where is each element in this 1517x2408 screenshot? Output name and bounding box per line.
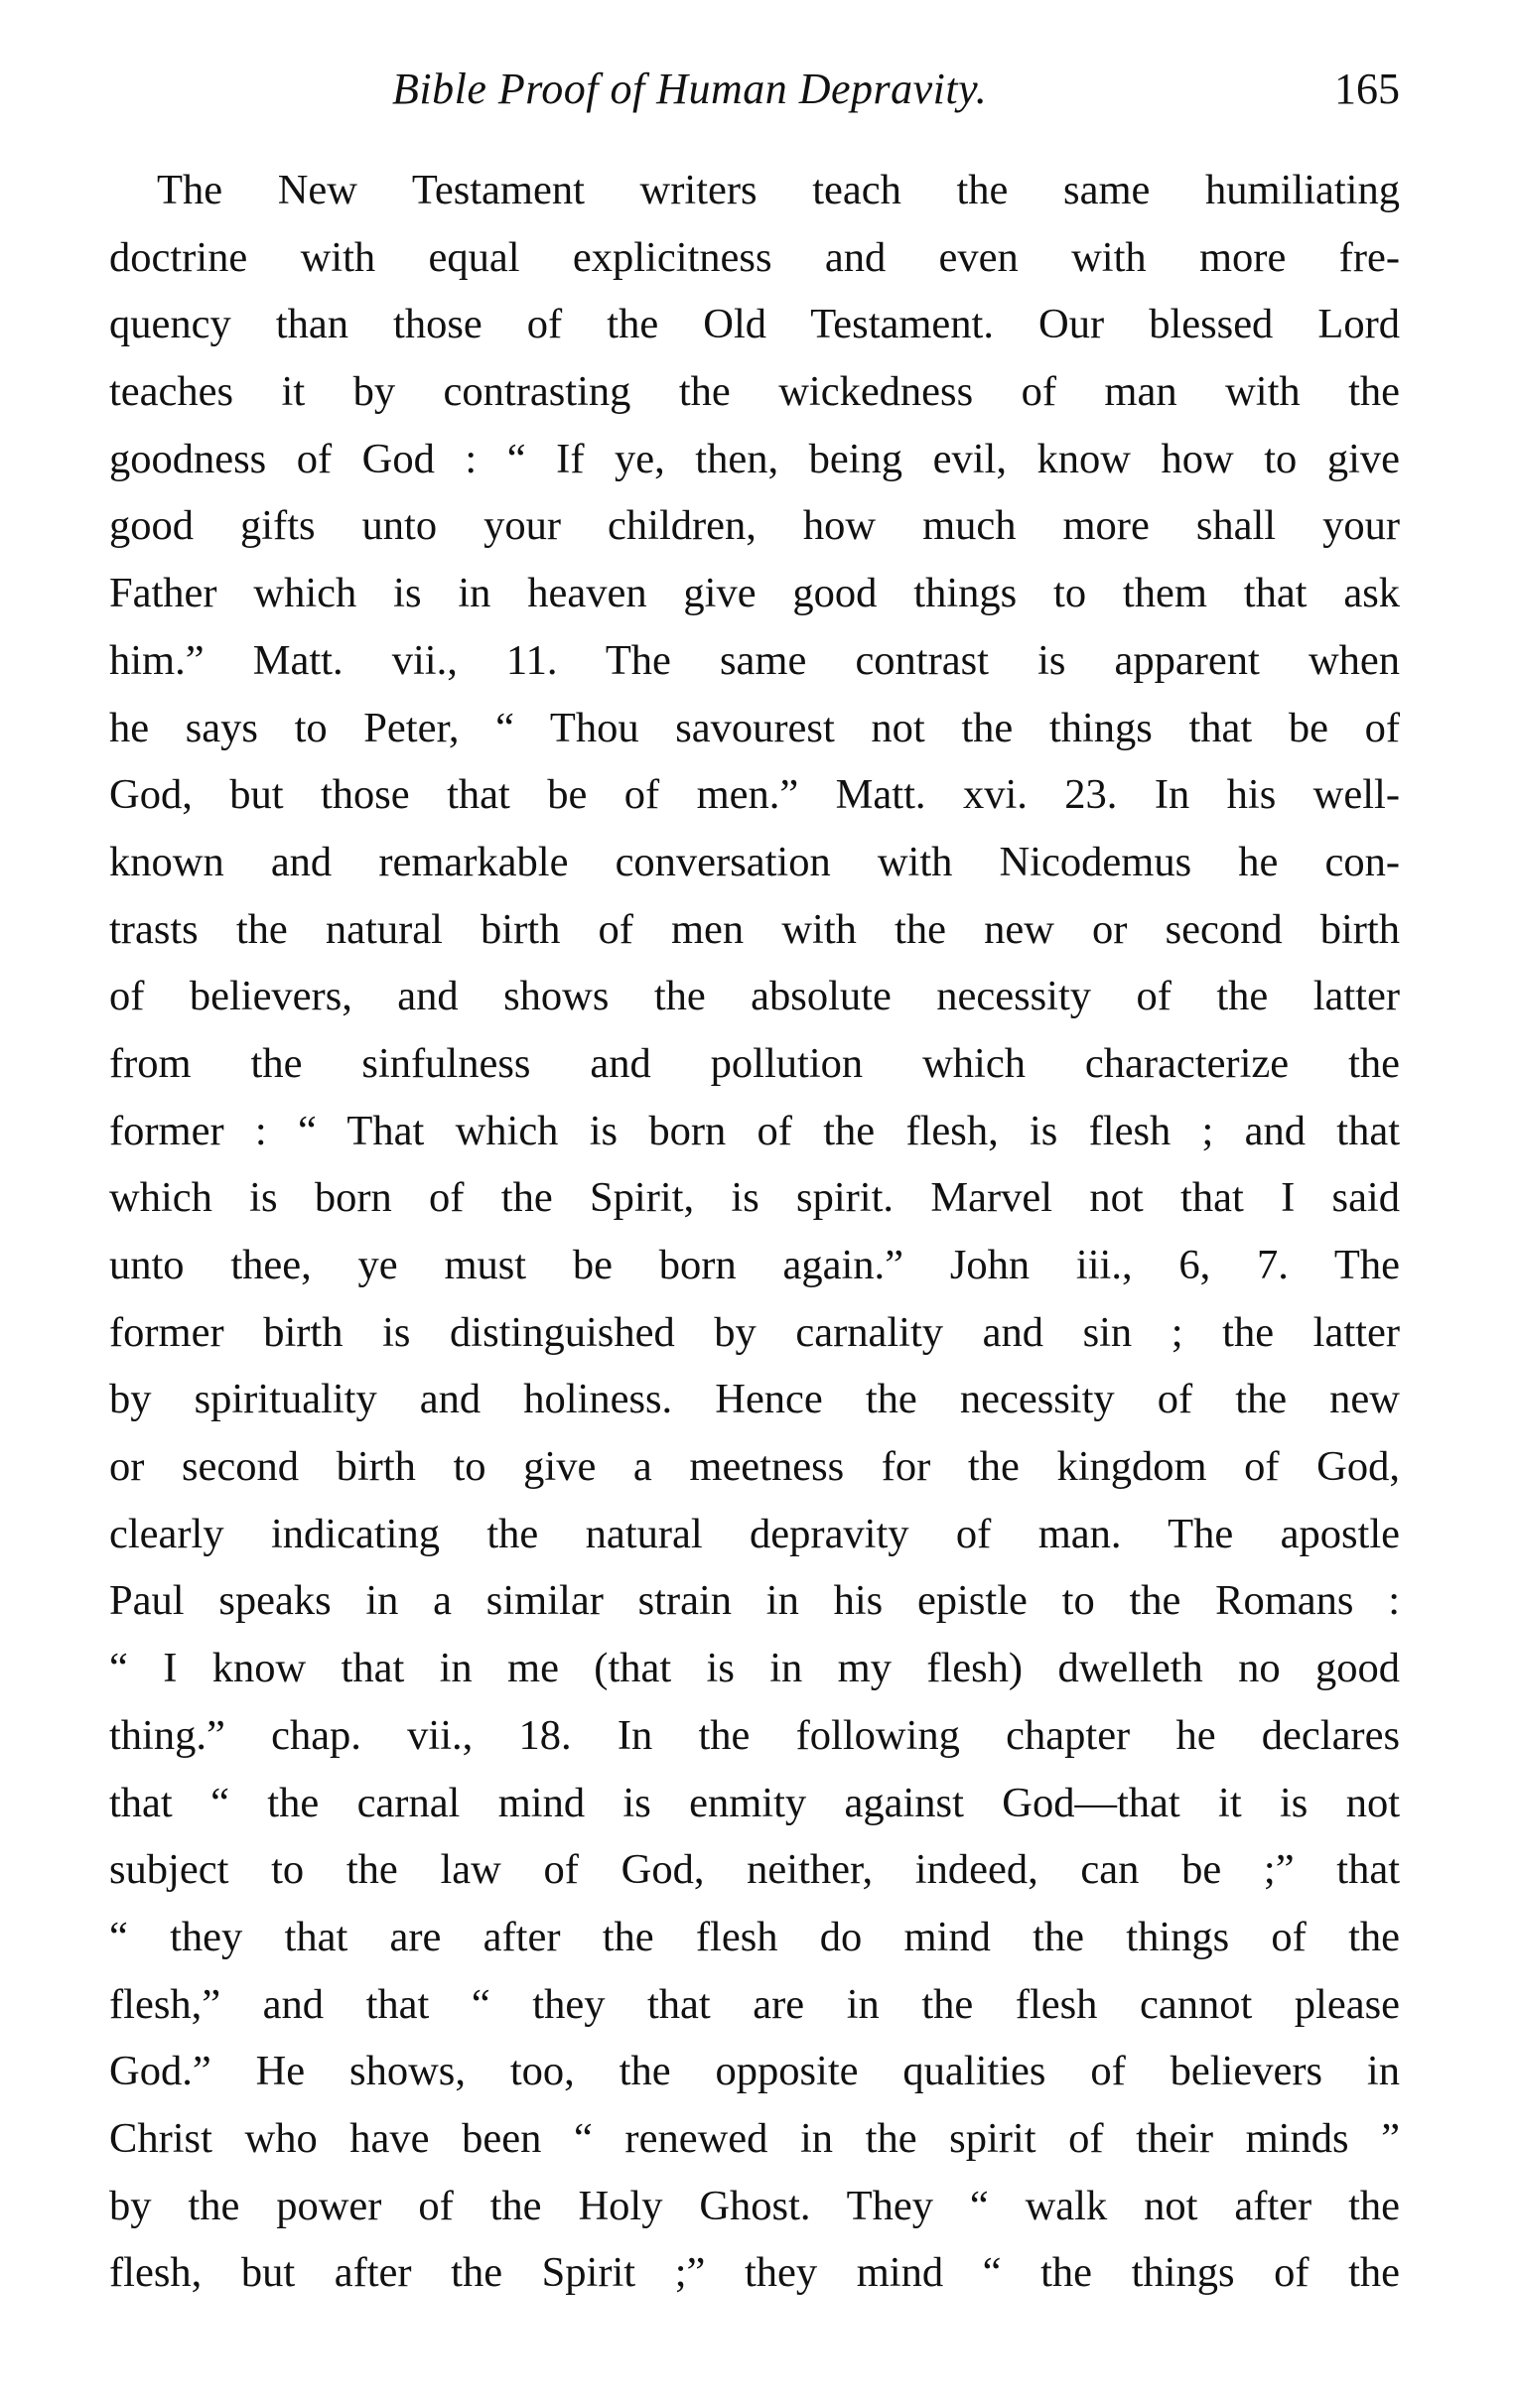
text-line: trasts the natural birth of men with the new or second birth xyxy=(109,905,1400,953)
text-line: “ they that are after the flesh do mind the things of the xyxy=(109,1913,1400,1960)
text-line: which is born of the Spirit, is spirit. Marvel not that I said xyxy=(109,1174,1400,1222)
text-line: Paul speaks in a similar strain in his epistle to the Romans : xyxy=(109,1577,1400,1625)
text-line: flesh, but after the Spirit ;” they mind “ the things of the xyxy=(109,2249,1400,2297)
text-line: thing.” chap. vii., 18. In the following chapter he declares xyxy=(109,1711,1400,1759)
text-line: “ I know that in me (that is in my flesh) dwelleth no good xyxy=(109,1645,1400,1692)
running-head xyxy=(109,55,1400,124)
text-line: known and remarkable conversation with Nicodemus he con- xyxy=(109,838,1400,885)
page-number: 165 xyxy=(1334,65,1400,113)
text-line: goodness of God : “ If ye, then, being evil, know how to give xyxy=(109,435,1400,482)
text-line: good gifts unto your children, how much more shall your xyxy=(109,502,1400,550)
text-line: him.” Matt. vii., 11. The same contrast is apparent when xyxy=(109,636,1400,684)
text-line: of believers, and shows the absolute necessity of the latter xyxy=(109,973,1400,1020)
text-line: God.” He shows, too, the opposite qualities of believers in xyxy=(109,2048,1400,2095)
text-line: clearly indicating the natural depravity of man. The apostle xyxy=(109,1510,1400,1557)
text-line: by spirituality and holiness. Hence the necessity of the new xyxy=(109,1376,1400,1423)
text-line: flesh,” and that “ they that are in the flesh cannot please xyxy=(109,1980,1400,2028)
text-line: doctrine with equal explicitness and even with more fre- xyxy=(109,233,1400,281)
text-line: that “ the carnal mind is enmity against God—that it is not xyxy=(109,1779,1400,1826)
text-line: unto thee, ye must be born again.” John iii., 6, 7. The xyxy=(109,1242,1400,1288)
text-line: subject to the law of God, neither, indeed, can be ;” that xyxy=(109,1846,1400,1894)
text-line: former : “ That which is born of the flesh, is flesh ; and that xyxy=(109,1107,1400,1154)
text-line: or second birth to give a meetness for the kingdom of God, xyxy=(109,1443,1400,1491)
text-line: Christ who have been “ renewed in the spirit of their minds ” xyxy=(109,2114,1400,2162)
text-line: The New Testament writers teach the same humiliating xyxy=(157,167,1400,213)
text-line: from the sinfulness and pollution which characterize the xyxy=(109,1039,1400,1087)
text-line: former birth is distinguished by carnality and sin ; the latter xyxy=(109,1308,1400,1356)
text-line: quency than those of the Old Testament. Our blessed Lord xyxy=(109,301,1400,348)
text-line: by the power of the Holy Ghost. They “ walk not after the xyxy=(109,2182,1400,2229)
running-title: Bible Proof of Human Depravity. xyxy=(392,65,988,113)
text-line: Father which is in heaven give good things to them that ask xyxy=(109,570,1400,617)
text-line: teaches it by contrasting the wickedness of man with the xyxy=(109,368,1400,416)
text-line: he says to Peter, “ Thou savourest not the things that be of xyxy=(109,704,1400,751)
body-paragraph xyxy=(109,157,1400,2307)
text-line: God, but those that be of men.” Matt. xvi. 23. In his well- xyxy=(109,771,1400,819)
